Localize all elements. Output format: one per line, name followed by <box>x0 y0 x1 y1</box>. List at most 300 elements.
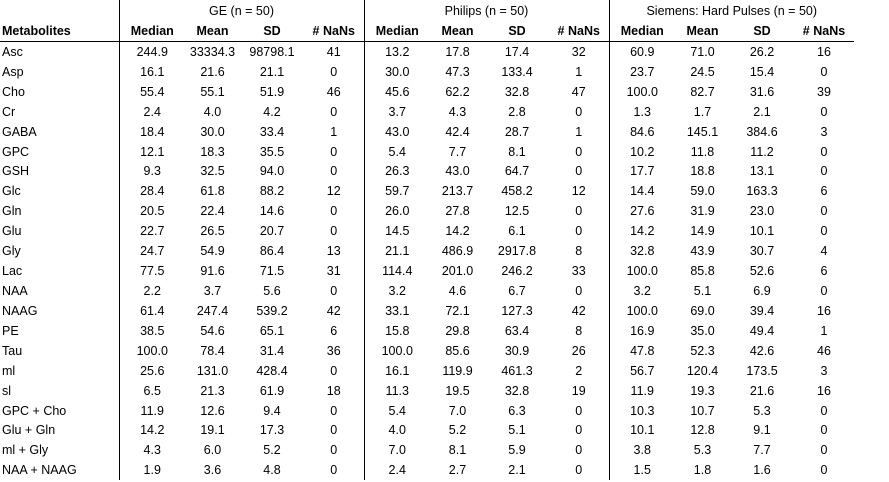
value-cell: 0 <box>820 104 828 119</box>
value-cell: 21.1 <box>259 64 285 79</box>
value-cell: 7.7 <box>753 443 771 458</box>
value-cell: 30.9 <box>504 343 530 358</box>
value-cell: 173.5 <box>746 363 778 378</box>
value-cell: 61.4 <box>140 303 165 318</box>
value-cell: 0 <box>549 281 609 301</box>
value-cell: 0 <box>304 162 364 182</box>
column-header: SD <box>485 21 549 42</box>
value-cell: 17.7 <box>630 164 655 179</box>
value-cell: 21.1 <box>385 244 410 259</box>
value-cell: 0 <box>304 142 364 162</box>
column-header: # NaNs <box>304 21 364 42</box>
table-row <box>0 241 854 261</box>
value-cell: 20.7 <box>259 224 285 239</box>
value-cell: 30.7 <box>749 244 775 259</box>
value-cell: 213.7 <box>441 184 474 199</box>
value-cell: 27.8 <box>445 204 470 219</box>
value-cell: 12 <box>549 181 609 201</box>
value-cell: 42.4 <box>445 124 470 139</box>
value-cell: 5.2 <box>448 423 467 438</box>
value-cell: 13.2 <box>385 44 410 59</box>
value-cell: 65.1 <box>259 323 285 338</box>
value-cell: 16.9 <box>630 323 655 338</box>
value-cell: 2.4 <box>143 104 161 119</box>
value-cell: 24.5 <box>690 64 715 79</box>
value-cell: 14.9 <box>690 224 715 239</box>
value-cell: 163.3 <box>746 184 778 199</box>
value-cell: 1 <box>549 122 609 142</box>
metabolite-name: Glu + Gln <box>0 421 119 441</box>
value-cell: 5.1 <box>508 423 526 438</box>
column-header-row <box>0 21 854 42</box>
value-cell: 1.3 <box>633 104 651 119</box>
value-cell: 428.4 <box>256 363 288 378</box>
value-cell: 26 <box>549 341 609 361</box>
value-cell: 14.2 <box>445 224 470 239</box>
table-row <box>0 361 854 381</box>
value-cell: 2.1 <box>753 104 771 119</box>
value-cell: 13.1 <box>749 164 775 179</box>
value-cell: 28.7 <box>504 124 530 139</box>
value-cell: 0 <box>304 440 364 460</box>
value-cell: 9.3 <box>143 164 161 179</box>
value-cell: 0 <box>820 423 828 438</box>
value-cell: 69.0 <box>690 303 715 318</box>
value-cell: 1.6 <box>753 463 771 478</box>
column-header: Median <box>119 21 185 42</box>
value-cell: 2.2 <box>143 284 161 299</box>
value-cell: 12.1 <box>140 144 165 159</box>
table-row <box>0 261 854 281</box>
metabolite-name: GPC + Cho <box>0 401 119 421</box>
table-row <box>0 42 854 62</box>
value-cell: 12.8 <box>690 423 715 438</box>
corner-cell <box>0 0 119 21</box>
table-row <box>0 102 854 122</box>
value-cell: 55.4 <box>140 84 165 99</box>
table-row <box>0 440 854 460</box>
metabolite-name: Lac <box>0 261 119 281</box>
table-row <box>0 181 854 201</box>
value-cell: 10.2 <box>630 144 655 159</box>
metabolite-name: Gly <box>0 241 119 261</box>
value-cell: 4.3 <box>448 104 467 119</box>
column-header: SD <box>730 21 794 42</box>
metabolite-name: GPC <box>0 142 119 162</box>
metabolite-name: Gln <box>0 201 119 221</box>
column-header: Mean <box>430 21 485 42</box>
value-cell: 0 <box>304 401 364 421</box>
value-cell: 19.3 <box>690 383 715 398</box>
value-cell: 35.5 <box>259 144 285 159</box>
table-row <box>0 460 854 480</box>
value-cell: 62.2 <box>445 84 470 99</box>
value-cell: 1 <box>820 323 828 338</box>
value-cell: 6 <box>304 321 364 341</box>
value-cell: 39.4 <box>749 303 775 318</box>
value-cell: 27.6 <box>630 204 655 219</box>
value-cell: 11.9 <box>140 403 164 418</box>
value-cell: 2.8 <box>508 104 526 119</box>
value-cell: 461.3 <box>501 363 533 378</box>
value-cell: 2917.8 <box>497 244 537 259</box>
value-cell: 16 <box>817 303 831 318</box>
value-cell: 114.4 <box>382 264 413 279</box>
value-cell: 54.6 <box>200 323 225 338</box>
value-cell: 30.0 <box>385 64 410 79</box>
value-cell: 31 <box>304 261 364 281</box>
value-cell: 25.6 <box>140 363 165 378</box>
value-cell: 43.9 <box>690 244 715 259</box>
value-cell: 17.8 <box>445 44 470 59</box>
value-cell: 11.9 <box>630 383 654 398</box>
value-cell: 0 <box>820 463 828 478</box>
value-cell: 85.8 <box>690 264 715 279</box>
column-header: Mean <box>185 21 240 42</box>
value-cell: 201.0 <box>441 264 474 279</box>
value-cell: 0 <box>549 201 609 221</box>
value-cell: 26.0 <box>385 204 410 219</box>
value-cell: 0 <box>549 421 609 441</box>
value-cell: 56.7 <box>630 363 655 378</box>
value-cell: 0 <box>820 144 828 159</box>
value-cell: 2.7 <box>448 463 467 478</box>
value-cell: 98798.1 <box>249 44 295 59</box>
value-cell: 0 <box>820 204 828 219</box>
value-cell: 14.5 <box>385 224 410 239</box>
value-cell: 12.6 <box>200 403 225 418</box>
column-header: # NaNs <box>794 21 854 42</box>
value-cell: 32 <box>549 42 609 62</box>
value-cell: 82.7 <box>690 84 715 99</box>
value-cell: 71.5 <box>259 264 285 279</box>
value-cell: 4.3 <box>143 443 161 458</box>
value-cell: 12 <box>304 181 364 201</box>
value-cell: 17.4 <box>504 44 530 59</box>
value-cell: 5.2 <box>263 443 281 458</box>
metabolite-name: sl <box>0 381 119 401</box>
value-cell: 0 <box>304 281 364 301</box>
table-row <box>0 201 854 221</box>
value-cell: 55.1 <box>200 84 225 99</box>
value-cell: 7.0 <box>448 403 467 418</box>
value-cell: 0 <box>549 460 609 480</box>
value-cell: 51.9 <box>259 84 285 99</box>
value-cell: 13 <box>304 241 364 261</box>
value-cell: 6.1 <box>508 224 526 239</box>
value-cell: 0 <box>820 164 828 179</box>
value-cell: 384.6 <box>746 124 778 139</box>
value-cell: 18.8 <box>690 164 715 179</box>
value-cell: 22.4 <box>200 204 225 219</box>
value-cell: 6 <box>820 184 828 199</box>
value-cell: 100.0 <box>381 343 413 358</box>
value-cell: 0 <box>820 284 828 299</box>
value-cell: 5.4 <box>388 403 406 418</box>
value-cell: 33.1 <box>385 303 410 318</box>
value-cell: 10.3 <box>630 403 655 418</box>
value-cell: 2.1 <box>508 463 526 478</box>
value-cell: 3.6 <box>203 463 222 478</box>
value-cell: 119.9 <box>442 363 473 378</box>
value-cell: 16 <box>817 383 831 398</box>
value-cell: 486.9 <box>441 244 474 259</box>
value-cell: 26.5 <box>200 224 225 239</box>
value-cell: 11.3 <box>385 383 409 398</box>
value-cell: 0 <box>549 162 609 182</box>
metabolite-name: Cho <box>0 82 119 102</box>
value-cell: 21.3 <box>200 383 225 398</box>
value-cell: 42 <box>549 301 609 321</box>
value-cell: 9.4 <box>263 403 281 418</box>
value-cell: 3.8 <box>633 443 651 458</box>
value-cell: 131.0 <box>196 363 229 378</box>
value-cell: 19.5 <box>445 383 470 398</box>
metabolite-name: GABA <box>0 122 119 142</box>
value-cell: 5.1 <box>693 284 712 299</box>
value-cell: 9.1 <box>753 423 771 438</box>
value-cell: 127.3 <box>501 303 533 318</box>
value-cell: 10.1 <box>630 423 655 438</box>
value-cell: 3 <box>820 124 828 139</box>
value-cell: 46 <box>304 82 364 102</box>
value-cell: 23.7 <box>630 64 655 79</box>
value-cell: 78.4 <box>200 343 225 358</box>
table-row <box>0 221 854 241</box>
value-cell: 31.4 <box>259 343 285 358</box>
value-cell: 26.2 <box>749 44 775 59</box>
value-cell: 21.6 <box>749 383 775 398</box>
value-cell: 22.7 <box>140 224 165 239</box>
column-header: Median <box>364 21 430 42</box>
value-cell: 18 <box>304 381 364 401</box>
value-cell: 3.2 <box>633 284 651 299</box>
value-cell: 47.8 <box>630 343 655 358</box>
value-cell: 8 <box>549 241 609 261</box>
column-header: SD <box>240 21 304 42</box>
value-cell: 91.6 <box>200 264 225 279</box>
value-cell: 31.9 <box>690 204 715 219</box>
value-cell: 52.6 <box>749 264 775 279</box>
value-cell: 42.6 <box>749 343 775 358</box>
table-row <box>0 401 854 421</box>
table-row <box>0 122 854 142</box>
value-cell: 3.2 <box>388 284 406 299</box>
value-cell: 247.4 <box>196 303 229 318</box>
value-cell: 88.2 <box>259 184 285 199</box>
value-cell: 0 <box>820 443 828 458</box>
value-cell: 244.9 <box>136 44 168 59</box>
value-cell: 31.6 <box>749 84 775 99</box>
value-cell: 12.5 <box>504 204 530 219</box>
value-cell: 14.4 <box>630 184 655 199</box>
value-cell: 16 <box>817 44 831 59</box>
value-cell: 100.0 <box>626 303 658 318</box>
value-cell: 0 <box>304 62 364 82</box>
value-cell: 0 <box>820 224 828 239</box>
value-cell: 0 <box>820 403 828 418</box>
value-cell: 61.9 <box>259 383 285 398</box>
value-cell: 6 <box>820 264 828 279</box>
value-cell: 458.2 <box>501 184 533 199</box>
value-cell: 10.7 <box>690 403 715 418</box>
value-cell: 3.7 <box>388 104 406 119</box>
value-cell: 10.1 <box>749 224 775 239</box>
value-cell: 45.6 <box>385 84 410 99</box>
value-cell: 2.4 <box>388 463 406 478</box>
value-cell: 85.6 <box>445 343 470 358</box>
value-cell: 145.1 <box>686 124 719 139</box>
table-row <box>0 341 854 361</box>
value-cell: 6.3 <box>508 403 526 418</box>
group-header-ge: GE (n = 50) <box>119 0 364 21</box>
table-row <box>0 162 854 182</box>
value-cell: 5.3 <box>693 443 712 458</box>
value-cell: 59.0 <box>690 184 715 199</box>
value-cell: 77.5 <box>140 264 165 279</box>
value-cell: 43.0 <box>385 124 410 139</box>
value-cell: 33 <box>549 261 609 281</box>
value-cell: 100.0 <box>626 264 658 279</box>
value-cell: 19 <box>549 381 609 401</box>
value-cell: 1 <box>304 122 364 142</box>
value-cell: 32.8 <box>504 383 530 398</box>
value-cell: 1.8 <box>693 463 712 478</box>
value-cell: 38.5 <box>140 323 165 338</box>
metabolite-name: NAA + NAAG <box>0 460 119 480</box>
value-cell: 6.7 <box>508 284 526 299</box>
table-row <box>0 62 854 82</box>
value-cell: 0 <box>304 421 364 441</box>
value-cell: 8 <box>549 321 609 341</box>
value-cell: 46 <box>817 343 831 358</box>
metabolite-name: Asc <box>0 42 119 62</box>
group-header-philips: Philips (n = 50) <box>364 0 609 21</box>
value-cell: 64.7 <box>504 164 530 179</box>
value-cell: 1.9 <box>143 463 161 478</box>
value-cell: 6.9 <box>753 284 771 299</box>
value-cell: 4 <box>820 244 828 259</box>
value-cell: 0 <box>549 142 609 162</box>
value-cell: 539.2 <box>256 303 288 318</box>
table-row <box>0 321 854 341</box>
value-cell: 18.4 <box>140 124 165 139</box>
value-cell: 11.8 <box>690 144 715 159</box>
value-cell: 43.0 <box>445 164 470 179</box>
table-row <box>0 281 854 301</box>
value-cell: 0 <box>549 440 609 460</box>
value-cell: 1 <box>549 62 609 82</box>
value-cell: 29.8 <box>445 323 470 338</box>
value-cell: 16.1 <box>140 64 165 79</box>
table-row <box>0 82 854 102</box>
metabolite-name: ml <box>0 361 119 381</box>
value-cell: 246.2 <box>501 264 533 279</box>
value-cell: 100.0 <box>626 84 658 99</box>
value-cell: 21.6 <box>200 64 225 79</box>
value-cell: 54.9 <box>200 244 225 259</box>
value-cell: 28.4 <box>140 184 165 199</box>
value-cell: 0 <box>304 221 364 241</box>
value-cell: 33334.3 <box>189 44 236 59</box>
value-cell: 36 <box>304 341 364 361</box>
value-cell: 19.1 <box>200 423 225 438</box>
value-cell: 47.3 <box>445 64 470 79</box>
value-cell: 4.8 <box>263 463 281 478</box>
value-cell: 16.1 <box>385 363 410 378</box>
value-cell: 71.0 <box>690 44 715 59</box>
value-cell: 5.3 <box>753 403 771 418</box>
value-cell: 11.2 <box>750 144 774 159</box>
value-cell: 5.9 <box>508 443 526 458</box>
metabolite-name: NAAG <box>0 301 119 321</box>
value-cell: 0 <box>549 221 609 241</box>
metabolite-name: Cr <box>0 102 119 122</box>
metabolite-name: Glu <box>0 221 119 241</box>
value-cell: 0 <box>304 201 364 221</box>
value-cell: 30.0 <box>200 124 225 139</box>
value-cell: 15.4 <box>749 64 775 79</box>
group-header-siemens: Siemens: Hard Pulses (n = 50) <box>646 3 818 18</box>
value-cell: 15.8 <box>385 323 410 338</box>
value-cell: 7.0 <box>388 443 406 458</box>
value-cell: 4.0 <box>203 104 222 119</box>
value-cell: 2 <box>549 361 609 381</box>
value-cell: 61.8 <box>200 184 225 199</box>
value-cell: 3 <box>820 363 828 378</box>
value-cell: 0 <box>549 401 609 421</box>
value-cell: 39 <box>817 84 831 99</box>
value-cell: 84.6 <box>630 124 655 139</box>
value-cell: 4.0 <box>388 423 406 438</box>
row-header-label: Metabolites <box>0 21 119 42</box>
value-cell: 32.5 <box>200 164 225 179</box>
value-cell: 5.4 <box>388 144 406 159</box>
value-cell: 0 <box>304 460 364 480</box>
vendor-header-row <box>0 0 854 21</box>
value-cell: 8.1 <box>448 443 467 458</box>
value-cell: 3.7 <box>203 284 222 299</box>
value-cell: 133.4 <box>501 64 533 79</box>
value-cell: 52.3 <box>690 343 715 358</box>
value-cell: 6.5 <box>143 383 161 398</box>
metabolite-name: GSH <box>0 162 119 182</box>
value-cell: 1.5 <box>633 463 651 478</box>
value-cell: 17.3 <box>259 423 285 438</box>
value-cell: 7.7 <box>448 144 467 159</box>
metabolite-name: NAA <box>0 281 119 301</box>
value-cell: 120.4 <box>686 363 719 378</box>
table-row <box>0 301 854 321</box>
value-cell: 47 <box>549 82 609 102</box>
value-cell: 32.8 <box>630 244 655 259</box>
value-cell: 14.2 <box>630 224 655 239</box>
column-header: # NaNs <box>549 21 609 42</box>
value-cell: 1.7 <box>693 104 712 119</box>
table-row <box>0 421 854 441</box>
value-cell: 49.4 <box>749 323 775 338</box>
value-cell: 14.6 <box>259 204 285 219</box>
value-cell: 18.3 <box>200 144 225 159</box>
value-cell: 23.0 <box>749 204 775 219</box>
value-cell: 33.4 <box>259 124 285 139</box>
value-cell: 41 <box>304 42 364 62</box>
value-cell: 100.0 <box>136 343 168 358</box>
metabolite-name: Tau <box>0 341 119 361</box>
value-cell: 0 <box>304 361 364 381</box>
value-cell: 26.3 <box>385 164 410 179</box>
metabolite-name: Glc <box>0 181 119 201</box>
